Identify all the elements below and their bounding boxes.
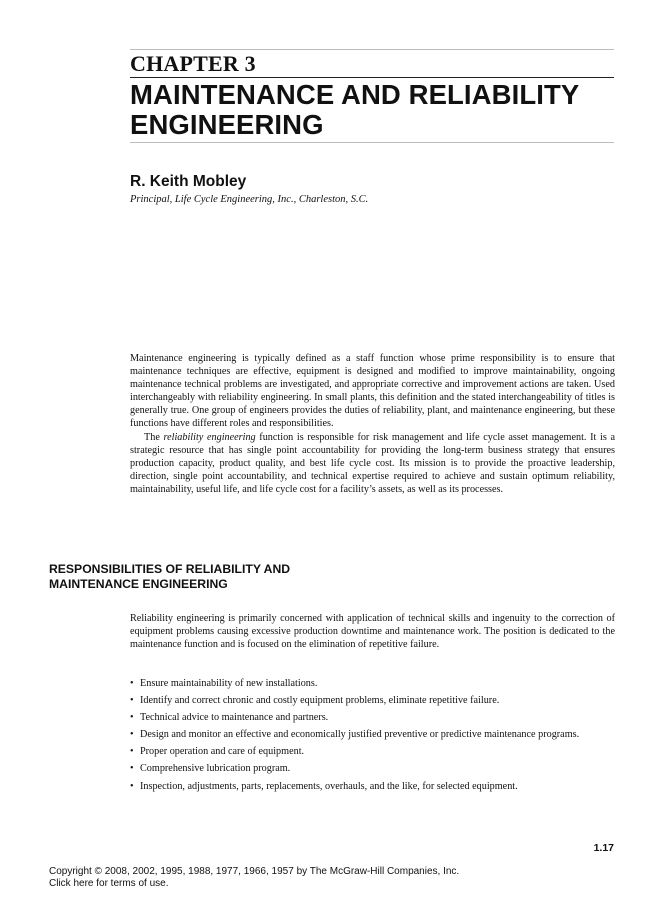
copyright-footer (49, 866, 459, 890)
reliability-engineering-term: reliability engineering (163, 431, 256, 443)
list-item: • Design and monitor an effective and economically justified preventive or predictive maintenance programs. (130, 729, 580, 741)
chapter-title-line-2: ENGINEERING (130, 109, 324, 140)
responsibility-list (130, 677, 615, 797)
bullet-icon: • (130, 712, 134, 724)
section-paragraph: Reliability engineering is primarily concerned with application of technical skills and ingenuity to the correction of equipment problems causing excessive production downtime and maintenance work. The position is dedicated to the maintenance function and is focused on the elimination of repetitive failure. (130, 613, 615, 651)
header-top-rule (130, 49, 614, 50)
page-number: 1.17 (593, 842, 614, 854)
bullet-icon: • (130, 780, 134, 792)
bullet-icon: • (130, 695, 134, 707)
bullet-icon: • (130, 746, 134, 758)
copyright-text: Copyright © 2008, 2002, 1995, 1988, 1977, 1966, 1957 by The McGraw-Hill Companies, Inc. (49, 866, 460, 877)
intro-paragraph-2 (130, 431, 615, 496)
list-item: • Comprehensive lubrication program. (130, 763, 291, 775)
section-heading-line-1: RESPONSIBILITIES OF RELIABILITY AND (49, 562, 291, 576)
chapter-title-line-1: MAINTENANCE AND RELIABILITY (130, 79, 580, 110)
list-item: • Technical advice to maintenance and partners. (130, 712, 329, 724)
chapter-label: CHAPTER 3 (130, 51, 256, 76)
author-affiliation: Principal, Life Cycle Engineering, Inc., Charleston, S.C. (130, 194, 369, 205)
bullet-icon: • (130, 678, 134, 689)
intro-paragraph-2-rest: function is responsible for risk management and life cycle asset management. It is a strategic resource that has single point accountability for providing the long-term business strategy that ensures production capacity, product quality, and best life cycle cost. Its mission is to provide the proactive leadership, direction, single point accountability, and technical expertise required to achieve and sustain optimum reliability, maintainability, useful life, and life cycle cost for a facility’s assets, as well as its processes. (130, 431, 615, 495)
intro-paragraph-1: Maintenance engineering is typically defined as a staff function whose prime responsibility is to ensure that maintenance techniques are effective, equipment is designed and modified to improve maintainability, ongoing maintenance technical problems are investigated, and appropriate corrective and improvement actions are taken. Used interchangeably with reliability engineering. In small plants, this definition and the stated interchangeability of titles is generally true. One group of engineers provides the duties of reliability, plant, and maintenance engineering, but these functions have different roles and responsibilities. (130, 353, 615, 430)
section-heading-line-2: MAINTENANCE ENGINEERING (49, 576, 228, 591)
intro-text (130, 352, 615, 496)
bullet-icon: • (130, 763, 134, 775)
header-mid-rule (130, 77, 614, 78)
intro-paragraph-2-prefix: The (144, 431, 164, 443)
section-body (130, 612, 615, 651)
section-heading (49, 562, 449, 591)
author-name: R. Keith Mobley (130, 173, 247, 190)
chapter-title (130, 80, 620, 140)
terms-of-use-link[interactable]: Click here for terms of use. (49, 878, 169, 889)
header-bottom-rule (130, 142, 614, 143)
list-item: • Proper operation and care of equipment. (130, 746, 305, 758)
list-item: • Ensure maintainability of new installations. (130, 678, 318, 689)
bullet-icon: • (130, 729, 134, 741)
list-item: • Inspection, adjustments, parts, replacements, overhauls, and the like, for selected equipment. (130, 780, 518, 792)
list-item: • Identify and correct chronic and costly equipment problems, eliminate repetitive failure. (130, 695, 500, 707)
